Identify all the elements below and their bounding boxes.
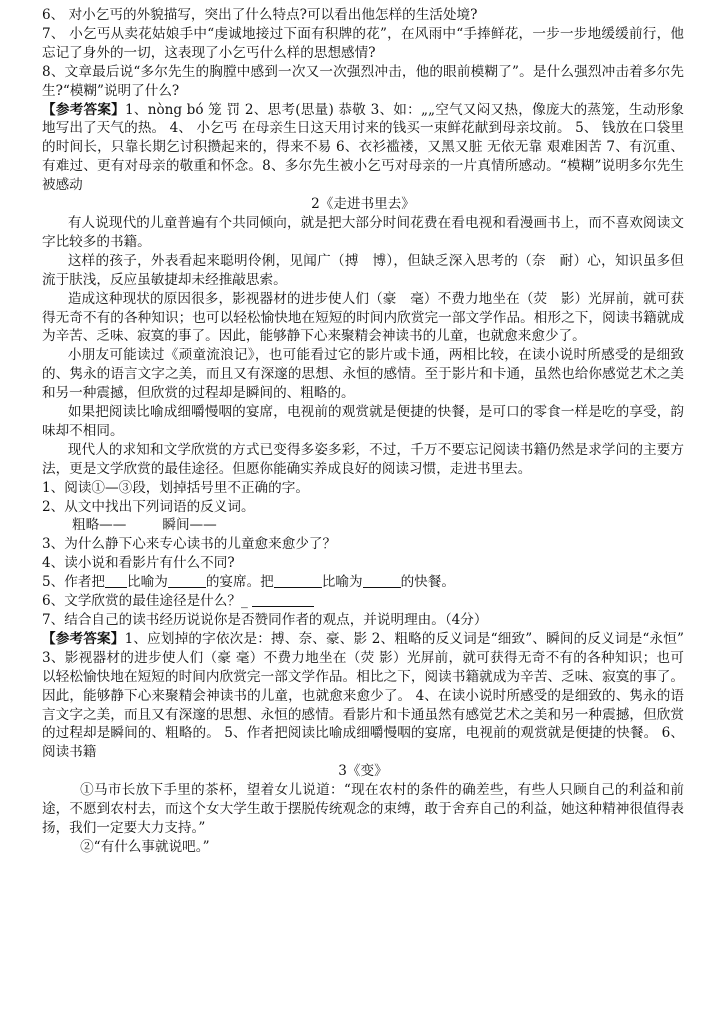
antonym-line bbox=[42, 516, 684, 535]
q5-part-d: 比喻为 bbox=[321, 574, 363, 591]
answer-text: 1、应划掉的字依次是：搏、奈、豪、影 2、粗略的反义词是“细致”、瞬间的反义词是“永恒” 3、影视器材的进步使人们（豪 毫）不费力地坐在（荧 影）光屏前，就可获得无奇不有的各种知识；也可以轻松愉快地在短短的时间内欣赏完一部文学作品。相比之下，阅读书籍就成为辛苦、乏味、寂寞的事了。因此，能够静下心来聚精会神读书的儿童，也就愈来愈少了。 4、在读小说时所感受的是细致的、隽永的语言文字之美，而且又有深邃的思想、永恒的感情。看影片和卡通虽然有感觉艺术之美和另一种震撼，但欣赏的过程却是瞬间的、粗略的。 5、作者把阅读比喻成细嚼慢咽的宴席，电视前的观赏就是便捷的快餐。 6、阅读书籍 bbox=[42, 630, 685, 761]
passage3-paragraph-2: ②“有什么事就说吧。” bbox=[80, 838, 210, 855]
passage2-paragraph-3: 造成这种现状的原因很多，影视器材的进步使人们（豪 毫）不费力地坐在（荧 影）光屏前，就可获得无奇不有的各种知识；也可以轻松愉快地在短短的时间内欣赏完一部文学作品。相形之下，阅读书籍就成为辛苦、乏味、寂寞的事了。因此，能够静下心来聚精会神读书的儿童，也就愈来愈少了。 bbox=[42, 290, 684, 345]
answer-label: 【参考答案】 bbox=[42, 101, 125, 118]
p2-question-7: 7、结合自己的读书经历说说你是否赞同作者的观点，并说明理由。（4分） bbox=[42, 612, 488, 628]
question-6: 6、 对小乞丐的外貌描写，突出了什么特点?可以看出他怎样的生活处境? bbox=[42, 7, 478, 23]
antonym-word-2: 瞬间—— bbox=[162, 517, 217, 534]
passage2-paragraph-6: 现代人的求知和文学欣赏的方式已变得多姿多彩，不过，千万不要忘记阅读书籍仍然是求学问的主要方法，更是文学欣赏的最佳途径。但愿你能确实养成良好的阅读习惯，走进书里去。 bbox=[42, 441, 684, 477]
passage2-paragraph-4: 小朋友可能读过《顽童流浪记》，也可能看过它的影片或卡通，两相比较，在读小说时所感受的是细致的、隽永的语言文字之美，而且又有深邃的思想、永恒的感情。至于影片和卡通，虽然也给你感觉艺术之美和另一种震撼，但欣赏的过程却是瞬间的、粗略的。 bbox=[42, 347, 684, 402]
passage2-paragraph-2: 这样的孩子，外表看起来聪明伶俐，见闻广（搏 博），但缺乏深入思考的（奈 耐）心，知识虽多但流于肤浅，反应虽敏捷却未经推敲思索。 bbox=[42, 252, 684, 288]
answer-blank-5[interactable] bbox=[252, 594, 314, 607]
passage2-paragraph-1: 有人说现代的儿童普遍有个共同倾向，就是把大部分时间花费在看电视和看漫画书上，而不喜欢阅读文字比较多的书籍。 bbox=[42, 214, 684, 250]
p2-question-5 bbox=[42, 573, 684, 592]
answer-blank-2[interactable] bbox=[168, 575, 206, 588]
p2-question-1: 1、阅读①—③段，划掉括号里不正确的字。 bbox=[42, 479, 309, 496]
answer-blank-3[interactable] bbox=[274, 575, 322, 588]
answer-block-2 bbox=[42, 630, 684, 762]
p2-question-3: 3、为什么静下心来专心读书的儿童愈来愈少了？ bbox=[42, 536, 337, 553]
section-title-2: 2《走进书里去》 bbox=[311, 196, 415, 213]
q5-part-b: 比喻为 bbox=[127, 574, 168, 591]
answer-blank-4[interactable] bbox=[363, 575, 401, 588]
passage2-paragraph-5: 如果把阅读比喻成细嚼慢咽的宴席，电视前的观赏就是便捷的快餐，是可口的零食一样是吃的享受，韵味却不相同。 bbox=[42, 404, 684, 439]
antonym-word-1: 粗略—— bbox=[72, 517, 127, 534]
q5-part-e: 的快餐。 bbox=[400, 574, 455, 591]
answer-text: 1、nòng bó 笼 罚 2、思考(思量) 恭敬 3、如：„„空气又闷又热，像庞大的蒸笼，生动形象地写出了天气的热。 4、 小乞丐 在母亲生日这天用讨来的钱买一束鲜花献到母亲坟前。 5、 钱放在口袋里的时间长，只靠长期乞讨积攒起来的，得来不易 6、衣衫褴褛，又黑又脏 无依无靠 艰难困苦 7、有沉重、有难过、更有对母亲的敬重和怀念。8、多尔先生被小乞丐对母亲的一片真情所感动。“模糊”说明多尔先生被感动 bbox=[42, 101, 684, 194]
passage3-paragraph-1: ①马市长放下手里的茶杯，望着女儿说道：“现在农村的条件的确差些，有些人只顾自己的利益和前途，不愿到农村去，而这个女大学生敢于摆脱传统观念的束缚，敢于舍弃自己的利益，她这种精神很值得表扬，我们一定要大力支持。” bbox=[42, 782, 684, 836]
section-title-3: 3《变》 bbox=[338, 763, 388, 780]
q5-part-a: 5、作者把 bbox=[42, 574, 106, 591]
q6-text: 6、文学欣赏的最佳途径是什么？ bbox=[42, 593, 241, 610]
answer-blank-1[interactable] bbox=[105, 575, 127, 588]
q5-part-c: 的宴席。把 bbox=[205, 574, 274, 591]
answer-label: 【参考答案】 bbox=[42, 630, 125, 647]
p2-question-4: 4、读小说和看影片有什么不同? bbox=[42, 555, 235, 572]
p2-question-6 bbox=[42, 592, 684, 611]
question-8: 8、文章最后说“多尔先生的胸膛中感到一次又一次强烈冲击，他的眼前模糊了”。是什么强烈冲击着多尔先生?“模糊”说明了什么? bbox=[42, 63, 684, 99]
answer-block-1 bbox=[42, 101, 684, 196]
p2-question-2: 2、从文中找出下列词语的反义词。 bbox=[42, 498, 255, 515]
q6-mark: _ bbox=[240, 593, 248, 610]
question-7: 7、 小乞丐从卖花姑娘手中“虔诚地接过下面有积牌的花”，在风雨中“手捧鲜花，一步一步地缓缓前行，他忘记了身外的一切，这表现了小乞丐什么样的思想感情? bbox=[42, 25, 684, 61]
